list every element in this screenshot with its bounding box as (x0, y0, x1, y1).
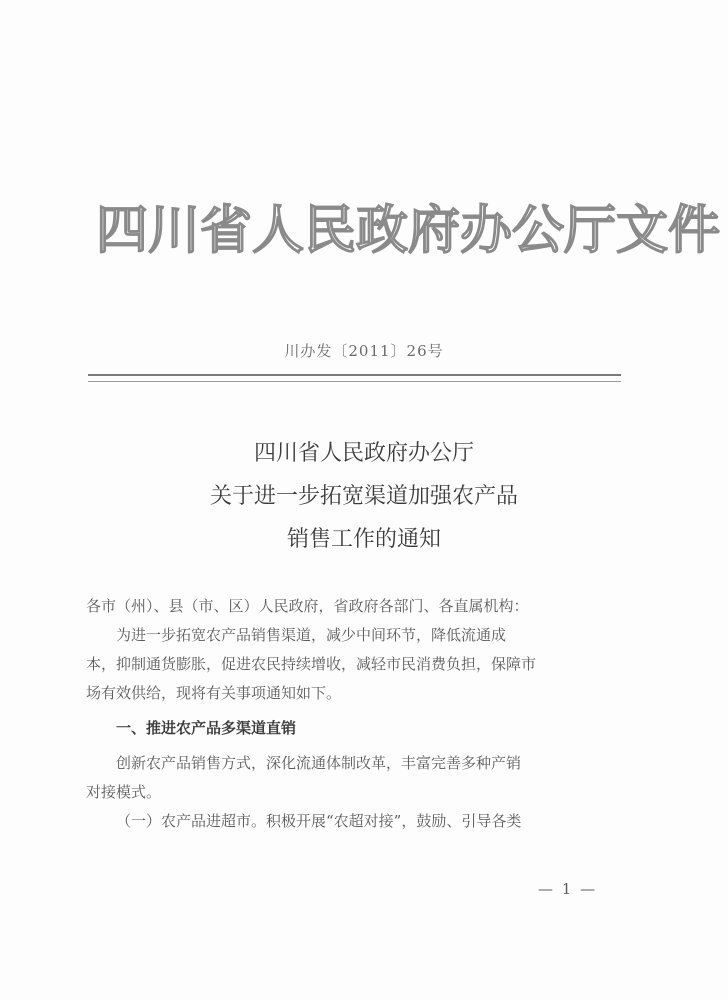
item-1-line-1: （一）农产品进超市。积极开展“农超对接”，鼓励、引导各类 (116, 812, 522, 830)
section-1-line-1: 创新农产品销售方式，深化流通体制改革，丰富完善多种产销 (116, 754, 522, 772)
intro-line-2: 本，抑制通货膨胀，促进农民持续增收，减轻市民消费负担，保障市 (86, 655, 537, 673)
salutation: 各市（州）、县（市、区）人民政府，省政府各部门、各直属机构： (86, 597, 529, 615)
notice-title-line-3: 销售工作的通知 (286, 527, 441, 552)
document-number: 川办发〔2011〕26号 (284, 342, 444, 360)
section-1-heading: 一、推进农产品多渠道直销 (116, 719, 297, 737)
header-divider (88, 374, 621, 382)
notice-title-line-2: 关于进一步拓宽渠道加强农产品 (209, 484, 518, 509)
notice-title (0, 432, 728, 561)
intro-line-3: 场有效供给，现将有关事项通知如下。 (86, 684, 342, 702)
intro-line-1: 为进一步拓宽农产品销售渠道，减少中间环节，降低流通成 (116, 626, 507, 644)
document-body (86, 592, 626, 836)
document-header-title: 四川省人民政府办公厅文件 (96, 201, 721, 261)
section-1-line-2: 对接模式。 (86, 783, 162, 801)
page-number: — 1 — (538, 880, 598, 898)
notice-title-line-1: 四川省人民政府办公厅 (253, 441, 474, 466)
